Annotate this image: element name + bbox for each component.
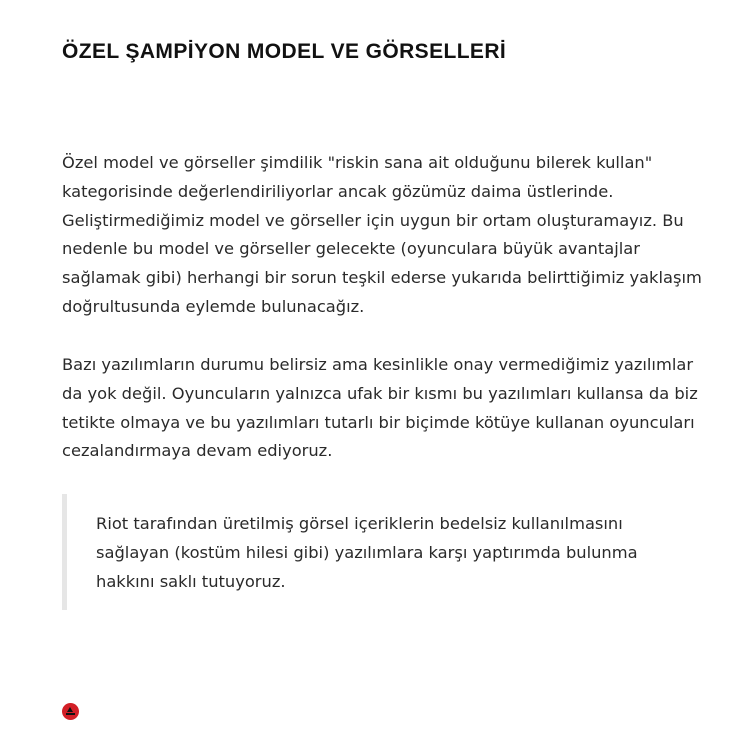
blockquote-text: Riot tarafından üretilmiş görsel içeriklerin bedelsiz kullanılmasını sağlayan (kostüm hilesi gibi) yazılımlara karşı yaptırımda bulunma hakkını saklı tutuyoruz. bbox=[96, 514, 638, 591]
section-heading: ÖZEL ŞAMPİYON MODEL VE GÖRSELLERİ bbox=[62, 40, 507, 63]
back-to-top-button[interactable] bbox=[62, 703, 79, 720]
paragraph-unapproved-software: Bazı yazılımların durumu belirsiz ama kesinlikle onay vermediğimiz yazılımlar da yok değil. Oyuncuların yalnızca ufak bir kısmı bu yazılımları kullansa da biz tetikte olmaya ve bu yazılımları tutarlı bir biçimde kötüye kullanan oyuncuları cezalandırmaya devam ediyoruz. bbox=[62, 355, 698, 461]
arrow-up-icon bbox=[67, 707, 73, 712]
arrow-up-icon-base bbox=[66, 713, 75, 715]
blockquote bbox=[62, 494, 662, 610]
paragraph-custom-skins: Özel model ve görseller şimdilik "riskin sana ait olduğunu bilerek kullan" kategorisinde değerlendiriliyorlar ancak gözümüz daima üstlerinde. Geliştirmediğimiz model ve görseller için uygun bir ortam oluşturamayız. Bu nedenle bu model ve görseller gelecekte (oyunculara büyük avantajlar sağlamak gibi) herhangi bir sorun teşkil ederse yukarıda belirttiğimiz yaklaşım doğrultusunda eylemde bulunacağız. bbox=[62, 153, 702, 316]
